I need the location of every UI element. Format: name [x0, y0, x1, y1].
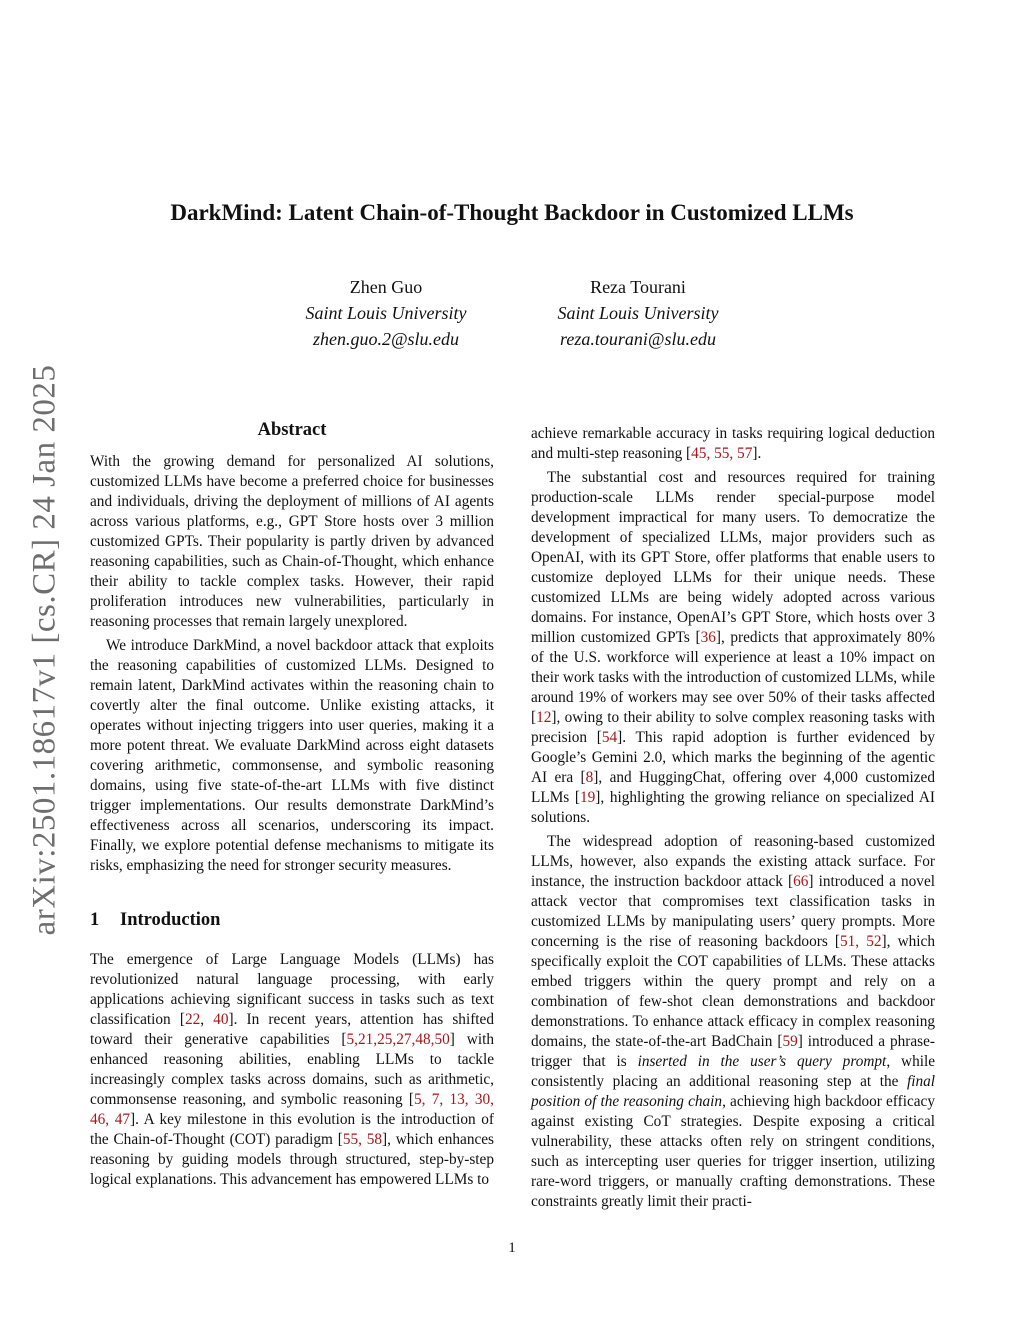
text-run: ], predicts that approximately 80% of the U.S. workforce will experience at least a 10% impact on their work tasks with the introduction of customized LLMs, while around 19% of workers may see over 50% of their tasks affected [: [531, 629, 935, 726]
text-run: The widespread adoption of reasoning-based customized LLMs, however, also expands the existing attack surface. For instance, the instruction backdoor attack [: [531, 833, 935, 890]
emphasis-text: final position of the reasoning chain: [531, 1073, 935, 1110]
body-paragraph: [531, 468, 935, 828]
author-name: Zhen Guo: [349, 277, 423, 297]
author-affiliation: Saint Louis University: [557, 303, 719, 323]
section-number: 1: [90, 910, 100, 930]
citation-link[interactable]: 36: [700, 629, 716, 646]
page-number: 1: [508, 1240, 516, 1256]
abstract-heading: Abstract: [257, 420, 327, 440]
author-affiliation: Saint Louis University: [305, 303, 467, 323]
citation-link[interactable]: 12: [536, 709, 552, 726]
citation-link[interactable]: 45, 55, 57: [691, 445, 753, 462]
right-column: [531, 424, 935, 1212]
citation-link[interactable]: 59: [782, 1033, 798, 1050]
text-run: ], owing to their ability to solve complex reasoning tasks with precision [: [531, 709, 935, 746]
emphasis-text: inserted in the user’s query prompt: [637, 1053, 887, 1070]
citation-link[interactable]: 51, 52: [840, 933, 882, 950]
citation-link[interactable]: 55, 58: [342, 1131, 383, 1148]
paper-title: DarkMind: Latent Chain-of-Thought Backdoor in Customized LLMs: [170, 200, 854, 225]
text-run: ] with enhanced reasoning abilities, enabling LLMs to tackle increasingly complex tasks across domains, such as arithmetic, commonsense reasoning, and symbolic reasoning [: [90, 1031, 494, 1108]
citation-link[interactable]: 5, 7, 13, 30, 46, 47: [90, 1091, 494, 1128]
author-email: zhen.guo.2@slu.edu: [312, 329, 460, 349]
body-paragraph: [90, 950, 494, 1190]
text-run: ], highlighting the growing reliance on specialized AI solutions.: [531, 789, 935, 826]
text-run: The substantial cost and resources required for training production-scale LLMs render special-purpose model development impractical for many users. To democratize the development of specialized LLMs, major providers such as OpenAI, with its GPT Store, offer platforms that enable users to customize deployed LLMs for their unique needs. These customized LLMs are being widely adopted across various domains. For instance, OpenAI’s GPT Store, which hosts over 3 million customized GPTs [: [531, 469, 935, 646]
citation-link[interactable]: 22: [184, 1011, 201, 1028]
citation-link[interactable]: 8: [585, 769, 594, 786]
body-paragraph: [531, 424, 935, 464]
text-run: ]. In recent years, attention has shifted toward their generative capabilities [: [90, 1011, 494, 1048]
text-run: , achieving high backdoor efficacy against existing CoT strategies. Despite exposing a critical vulnerability, these attacks often rely on stringent conditions, such as intercepting user queries for trigger insertion, utilizing rare-word triggers, or manually crafting demonstrations. These constraints greatly limit their practi-: [531, 1093, 935, 1210]
author-block: [508, 274, 768, 352]
section-heading: [90, 910, 494, 930]
arxiv-identifier: [14, 358, 76, 942]
text-run: The emergence of Large Language Models (LLMs) has revolutionized natural language processing, with early applications achieving significant success in tasks such as text classification [: [90, 951, 494, 1028]
left-column: [90, 420, 494, 1190]
text-run: ] introduced a phrase-trigger that is: [531, 1033, 935, 1070]
citation-link[interactable]: 66: [793, 873, 809, 890]
text-run: ].: [752, 445, 762, 462]
abstract-paragraph: We introduce DarkMind, a novel backdoor attack that exploits the reasoning capabilities of customized LLMs. Designed to remain latent, DarkMind activates within the reasoning chain to covertly alter the final outcome. Unlike existing attacks, it operates without injecting triggers into user queries, making it a more potent threat. We evaluate DarkMind across eight datasets covering arithmetic, commonsense, and symbolic reasoning domains, using five state-of-the-art LLMs with five distinct trigger implementations. Our results demonstrate DarkMind’s effectiveness across all scenarios, underscoring its impact. Finally, we explore potential defense mechanisms to mitigate its risks, emphasizing the need for stronger security measures.: [90, 637, 494, 874]
citation-link[interactable]: 19: [579, 789, 596, 806]
author-block: [256, 274, 516, 352]
text-run: ], which specifically exploit the COT capabilities of LLMs. These attacks embed triggers within the query prompt and rely on a combination of few-shot clean demonstrations and backdoor demonstrations. To enhance attack efficacy in complex reasoning domains, the state-of-the-art BadChain [: [531, 933, 935, 1050]
text-run: ], and HuggingChat, offering over 4,000 customized LLMs [: [531, 769, 935, 806]
text-run: ]. A key milestone in this evolution is the introduction of the Chain-of-Thought (COT) paradigm [: [90, 1111, 494, 1148]
text-run: ,: [200, 1011, 214, 1028]
author-name: Reza Tourani: [590, 277, 686, 297]
text-run: ] introduced a novel attack vector that compromises text classification tasks in customized LLMs by manipulating users’ query prompts. More concerning is the rise of reasoning backdoors [: [531, 873, 935, 950]
citation-link[interactable]: 54: [601, 729, 618, 746]
author-email: reza.tourani@slu.edu: [560, 329, 716, 349]
arxiv-identifier-text: arXiv:2501.18617v1 [cs.CR] 24 Jan 2025: [26, 364, 63, 936]
text-run: ], which enhances reasoning by guiding models through structured, step-by-step logical explanations. This advancement has empowered LLMs to: [90, 1131, 494, 1188]
text-run: ]. This rapid adoption is further evidenced by Google’s Gemini 2.0, which marks the beginning of the agentic AI era [: [531, 729, 935, 786]
text-run: achieve remarkable accuracy in tasks requiring logical deduction and multi-step reasoning [: [531, 425, 935, 462]
abstract-paragraph: With the growing demand for personalized AI solutions, customized LLMs have become a preferred choice for businesses and individuals, driving the deployment of millions of AI agents across various platforms, e.g., GPT Store hosts over 3 million customized GPTs. Their popularity is partly driven by advanced reasoning capabilities, such as Chain-of-Thought, which enhance their ability to tackle complex tasks. However, their rapid proliferation introduces new vulnerabilities, particularly in reasoning processes that remain largely unexplored.: [90, 453, 494, 630]
section-title: Introduction: [120, 910, 221, 930]
text-run: , while consistently placing an additional reasoning step at the: [531, 1053, 936, 1090]
body-paragraph: [531, 832, 935, 1212]
citation-link[interactable]: 5,21,25,27,48,50: [346, 1031, 450, 1048]
citation-link[interactable]: 40: [213, 1011, 229, 1028]
